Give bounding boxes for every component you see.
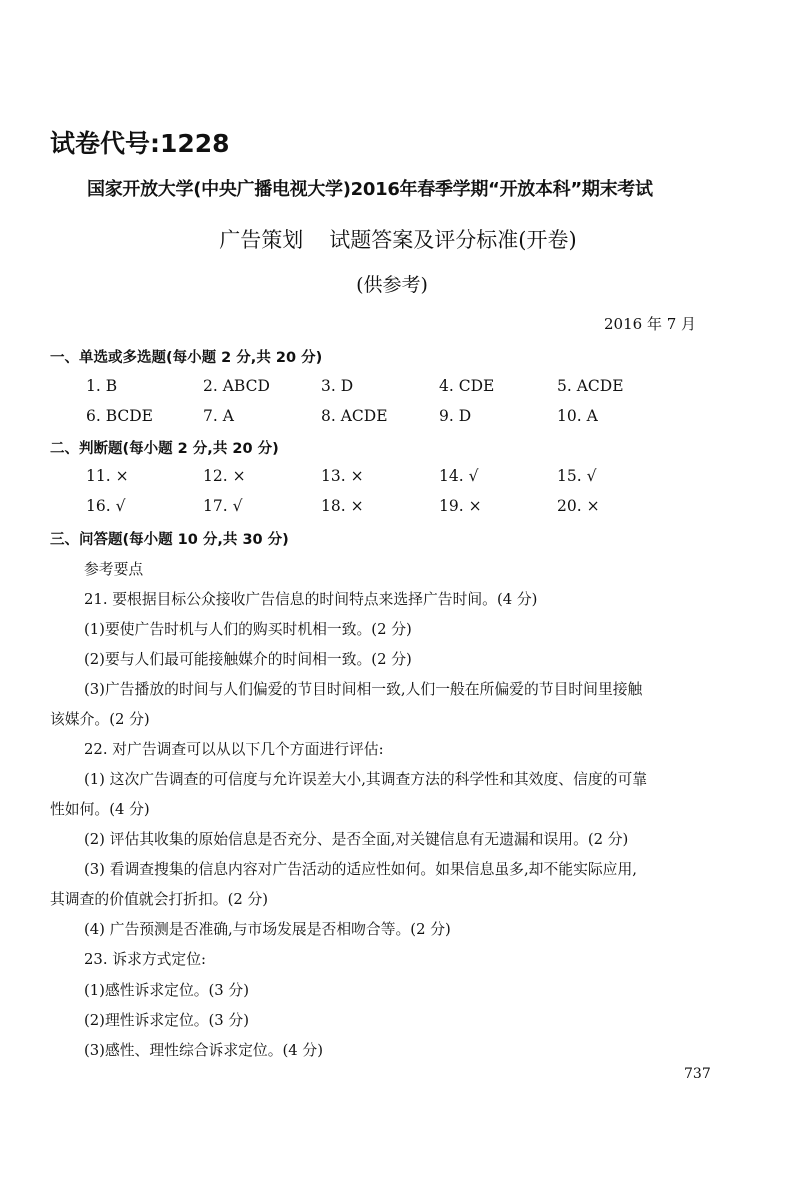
answer-item: 1. B xyxy=(86,377,118,395)
answer-line: (4) 广告预测是否准确,与市场发展是否相吻合等。(2 分) xyxy=(84,921,451,938)
answer-line: 23. 诉求方式定位: xyxy=(84,951,207,968)
answer-item: 14. √ xyxy=(439,467,479,485)
answer-line: (1)要使广告时机与人们的购买时机相一致。(2 分) xyxy=(84,621,412,638)
answer-line: 其调查的价值就会打折扣。(2 分) xyxy=(50,891,269,908)
answer-item: 15. √ xyxy=(557,467,597,485)
answer-item: 12. × xyxy=(203,467,246,485)
answer-item: 18. × xyxy=(321,497,364,515)
exam-date: 2016 年 7 月 xyxy=(604,315,697,333)
document-type: 试题答案及评分标准(开卷) xyxy=(329,228,577,252)
exam-code: 试卷代号:1228 xyxy=(50,129,230,158)
answer-item: 16. √ xyxy=(86,497,126,515)
answer-item: 11. × xyxy=(86,467,129,485)
answer-line: 22. 对广告调查可以从以下几个方面进行评估: xyxy=(84,741,384,758)
section-heading-judgment: 二、判断题(每小题 2 分,共 20 分) xyxy=(50,441,279,457)
answer-line: (2)要与人们最可能接触媒介的时间相一致。(2 分) xyxy=(84,651,412,668)
answer-item: 17. √ xyxy=(203,497,243,515)
page-number: 737 xyxy=(684,1066,711,1082)
document-subtitle xyxy=(0,224,796,254)
answer-line: (2)理性诉求定位。(3 分) xyxy=(84,1012,249,1029)
answer-item: 8. ACDE xyxy=(321,407,388,425)
answer-item: 10. A xyxy=(557,407,598,425)
answer-item: 7. A xyxy=(203,407,234,425)
answer-item: 19. × xyxy=(439,497,482,515)
answer-line: (1)感性诉求定位。(3 分) xyxy=(84,982,249,999)
section-heading-essay: 三、问答题(每小题 10 分,共 30 分) xyxy=(50,532,289,548)
answer-line: 21. 要根据目标公众接收广告信息的时间特点来选择广告时间。(4 分) xyxy=(84,591,538,608)
answer-item: 4. CDE xyxy=(439,377,495,395)
answer-line: (1) 这次广告调查的可信度与允许误差大小,其调查方法的科学性和其效度、信度的可靠 xyxy=(84,771,648,788)
answer-item: 20. × xyxy=(557,497,600,515)
answer-line: 该媒介。(2 分) xyxy=(50,711,150,728)
reference-note: (供参考) xyxy=(356,274,428,296)
answer-line: (3)广告播放的时间与人们偏爱的节目时间相一致,人们一般在所偏爱的节目时间里接触 xyxy=(84,681,643,698)
answer-item: 2. ABCD xyxy=(203,377,270,395)
answer-line: (3) 看调查搜集的信息内容对广告活动的适应性如何。如果信息虽多,却不能实际应用, xyxy=(84,861,637,878)
course-name: 广告策划 xyxy=(219,228,304,252)
key-points-label: 参考要点 xyxy=(84,561,144,578)
answer-item: 5. ACDE xyxy=(557,377,624,395)
answer-line: 性如何。(4 分) xyxy=(50,801,150,818)
answer-item: 13. × xyxy=(321,467,364,485)
answer-item: 9. D xyxy=(439,407,472,425)
answer-line: (2) 评估其收集的原始信息是否充分、是否全面,对关键信息有无遗漏和误用。(2 分) xyxy=(84,831,629,848)
exam-title: 国家开放大学(中央广播电视大学)2016年春季学期“开放本科”期末考试 xyxy=(87,179,653,200)
answer-item: 3. D xyxy=(321,377,354,395)
section-heading-choice: 一、单选或多选题(每小题 2 分,共 20 分) xyxy=(50,350,323,366)
answer-item: 6. BCDE xyxy=(86,407,153,425)
answer-line: (3)感性、理性综合诉求定位。(4 分) xyxy=(84,1042,323,1059)
